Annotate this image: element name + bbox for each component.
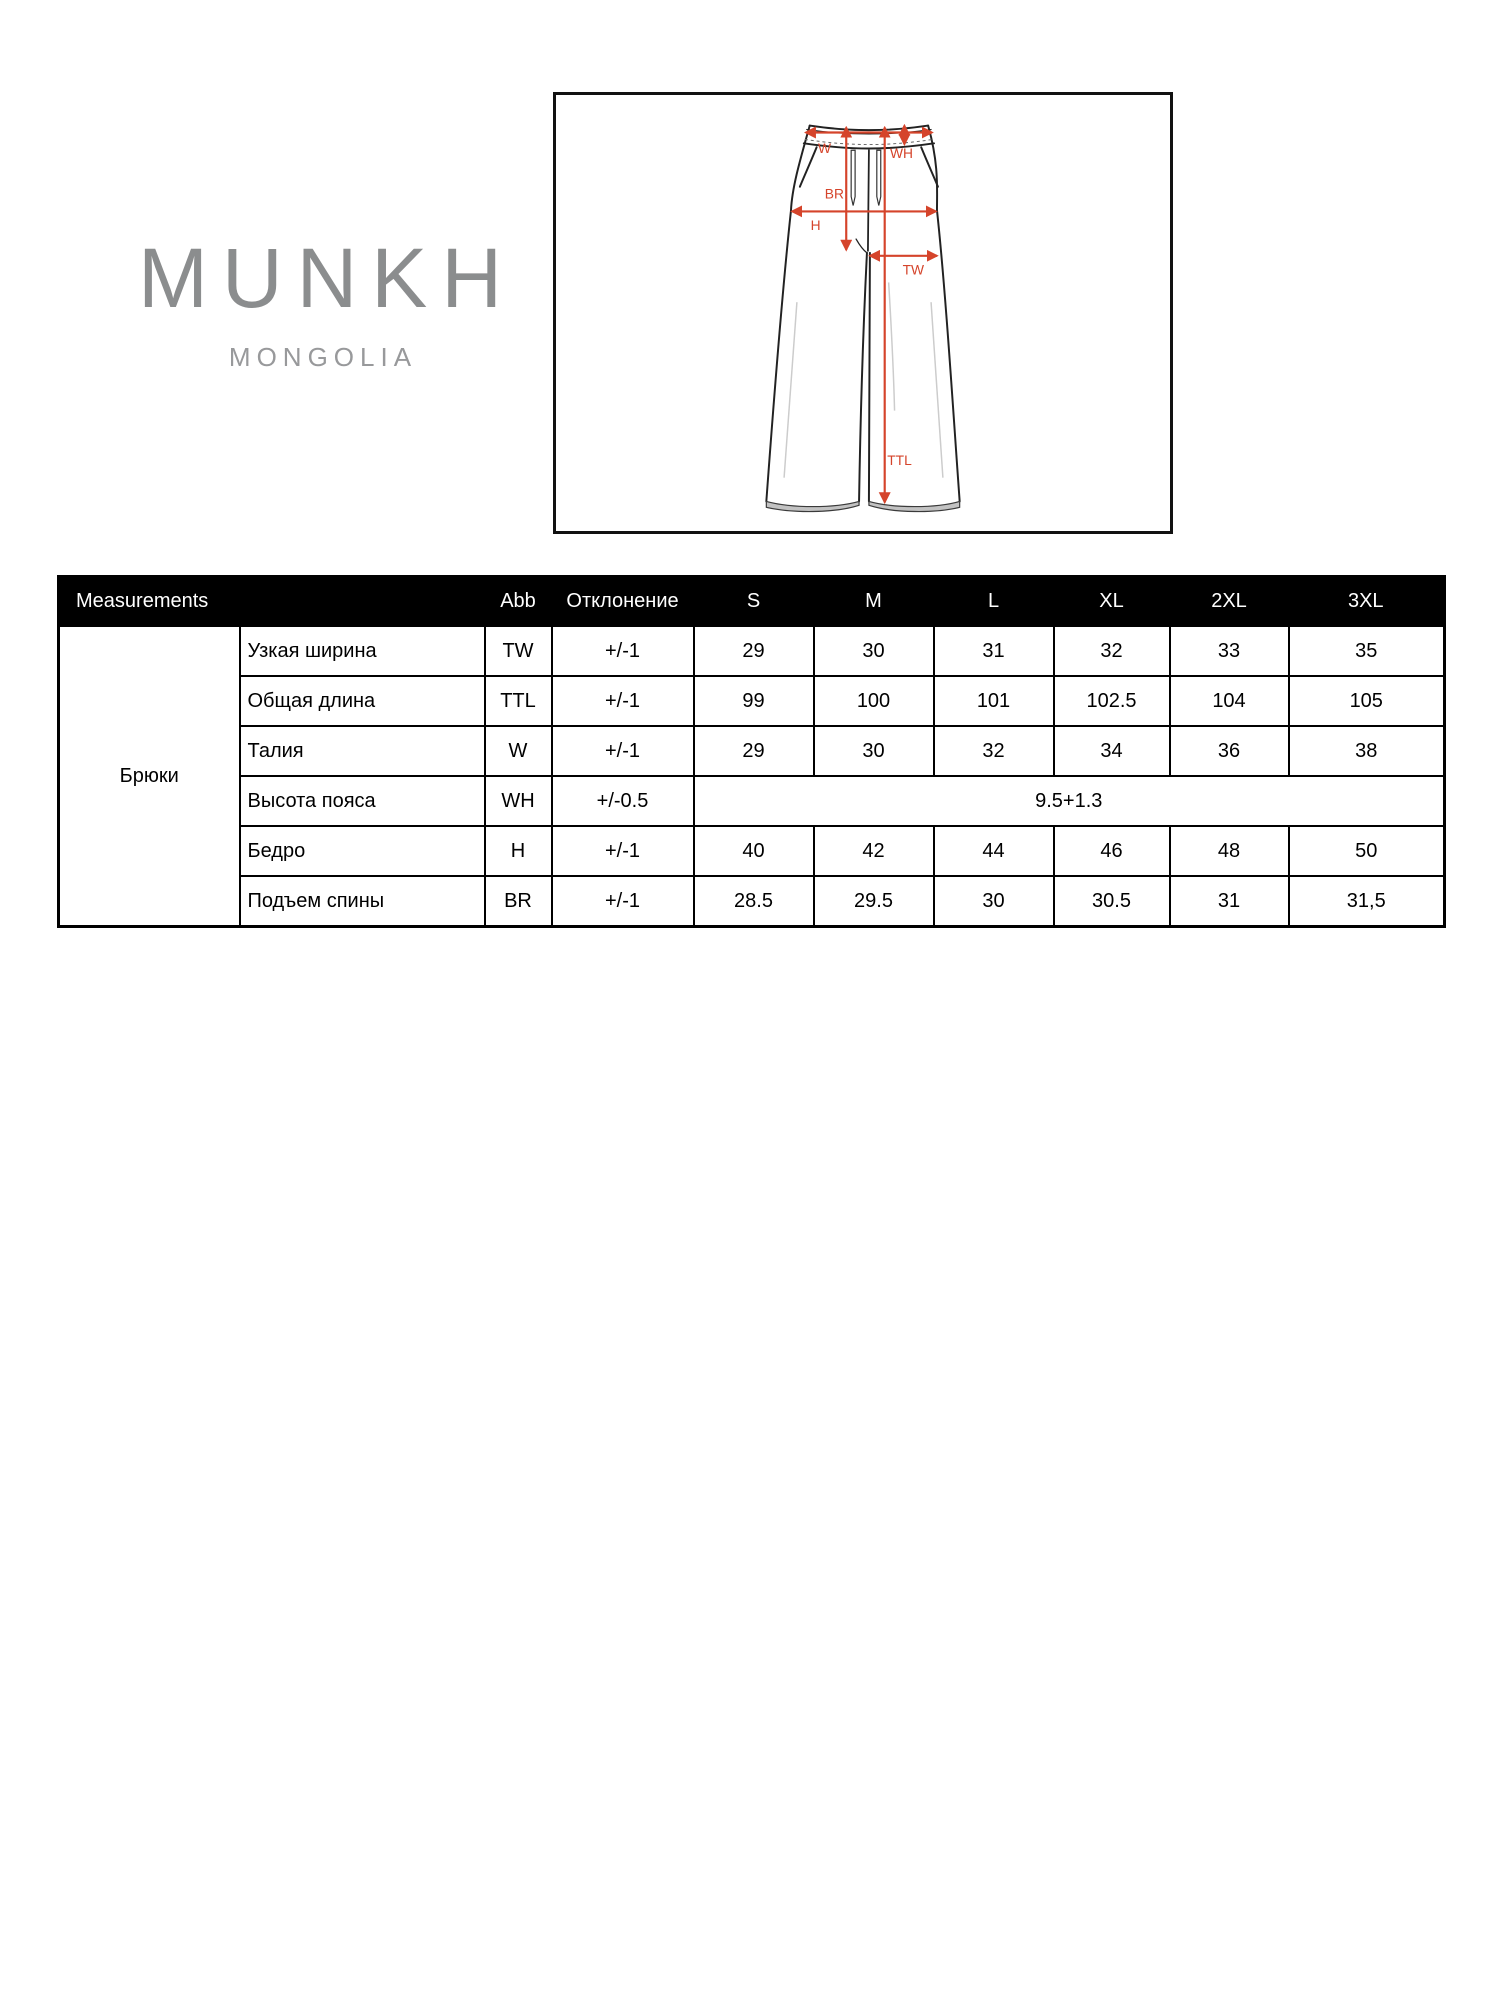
measure-name-cell: Бедро xyxy=(240,826,485,876)
table-row xyxy=(59,776,1445,826)
value-cell: 31,5 xyxy=(1289,876,1445,927)
measure-name-cell: Высота пояса xyxy=(240,776,485,826)
abb-cell: BR xyxy=(485,876,552,927)
header-size-s: S xyxy=(694,577,814,627)
value-cell: 50 xyxy=(1289,826,1445,876)
header-size-l: L xyxy=(934,577,1054,627)
measure-name-cell: Общая длина xyxy=(240,676,485,726)
pants-technical-drawing xyxy=(556,95,1170,531)
header-deviation: Отклонение xyxy=(552,577,694,627)
value-cell: 99 xyxy=(694,676,814,726)
label-br: BR xyxy=(824,186,844,202)
value-cell: 29 xyxy=(694,726,814,776)
abb-cell: TTL xyxy=(485,676,552,726)
table-row xyxy=(59,876,1445,927)
value-cell: 102.5 xyxy=(1054,676,1170,726)
pants-diagram-frame xyxy=(553,92,1173,534)
value-cell: 42 xyxy=(814,826,934,876)
table-row xyxy=(59,676,1445,726)
brand-name: MUNKH xyxy=(138,231,516,325)
value-cell: 30.5 xyxy=(1054,876,1170,927)
value-cell: 40 xyxy=(694,826,814,876)
value-cell: 46 xyxy=(1054,826,1170,876)
value-cell: 30 xyxy=(814,726,934,776)
brand-subtitle: MONGOLIA xyxy=(228,342,418,372)
value-cell: 28.5 xyxy=(694,876,814,927)
value-cell: 101 xyxy=(934,676,1054,726)
abb-cell: WH xyxy=(485,776,552,826)
label-ttl: TTL xyxy=(887,452,912,468)
measure-name-cell: Подъем спины xyxy=(240,876,485,927)
value-cell: 29 xyxy=(694,626,814,676)
value-cell: 100 xyxy=(814,676,934,726)
measure-name-cell: Талия xyxy=(240,726,485,776)
table-row xyxy=(59,826,1445,876)
header-size-2xl: 2XL xyxy=(1170,577,1289,627)
measurements-table xyxy=(57,575,1446,928)
abb-cell: W xyxy=(485,726,552,776)
measure-name-cell: Узкая ширина xyxy=(240,626,485,676)
value-cell: 30 xyxy=(934,876,1054,927)
deviation-cell: +/-1 xyxy=(552,726,694,776)
label-wh: WH xyxy=(889,146,913,162)
hem-shading xyxy=(766,501,959,511)
garment-group-cell: Брюки xyxy=(59,626,240,927)
value-cell: 36 xyxy=(1170,726,1289,776)
value-cell: 44 xyxy=(934,826,1054,876)
header-size-xl: XL xyxy=(1054,577,1170,627)
header-abb: Abb xyxy=(485,577,552,627)
deviation-cell: +/-1 xyxy=(552,626,694,676)
abb-cell: TW xyxy=(485,626,552,676)
label-h: H xyxy=(810,218,821,234)
deviation-cell: +/-1 xyxy=(552,676,694,726)
value-cell: 32 xyxy=(1054,626,1170,676)
value-cell: 29.5 xyxy=(814,876,934,927)
merged-value-cell: 9.5+1.3 xyxy=(694,776,1445,826)
value-cell: 31 xyxy=(934,626,1054,676)
value-cell: 31 xyxy=(1170,876,1289,927)
value-cell: 32 xyxy=(934,726,1054,776)
value-cell: 48 xyxy=(1170,826,1289,876)
value-cell: 38 xyxy=(1289,726,1445,776)
table-row xyxy=(59,626,1445,676)
label-tw: TW xyxy=(902,262,925,278)
header-size-m: M xyxy=(814,577,934,627)
deviation-cell: +/-1 xyxy=(552,826,694,876)
value-cell: 30 xyxy=(814,626,934,676)
value-cell: 104 xyxy=(1170,676,1289,726)
table-header-row xyxy=(59,577,1445,627)
value-cell: 34 xyxy=(1054,726,1170,776)
label-w: W xyxy=(818,141,832,157)
abb-cell: H xyxy=(485,826,552,876)
brand-logo xyxy=(110,231,530,373)
value-cell: 105 xyxy=(1289,676,1445,726)
header-measurements: Measurements xyxy=(59,577,485,627)
deviation-cell: +/-0.5 xyxy=(552,776,694,826)
drawstrings xyxy=(851,150,881,205)
table-row xyxy=(59,726,1445,776)
deviation-cell: +/-1 xyxy=(552,876,694,927)
value-cell: 35 xyxy=(1289,626,1445,676)
header-size-3xl: 3XL xyxy=(1289,577,1445,627)
value-cell: 33 xyxy=(1170,626,1289,676)
pants-outline xyxy=(766,126,959,502)
